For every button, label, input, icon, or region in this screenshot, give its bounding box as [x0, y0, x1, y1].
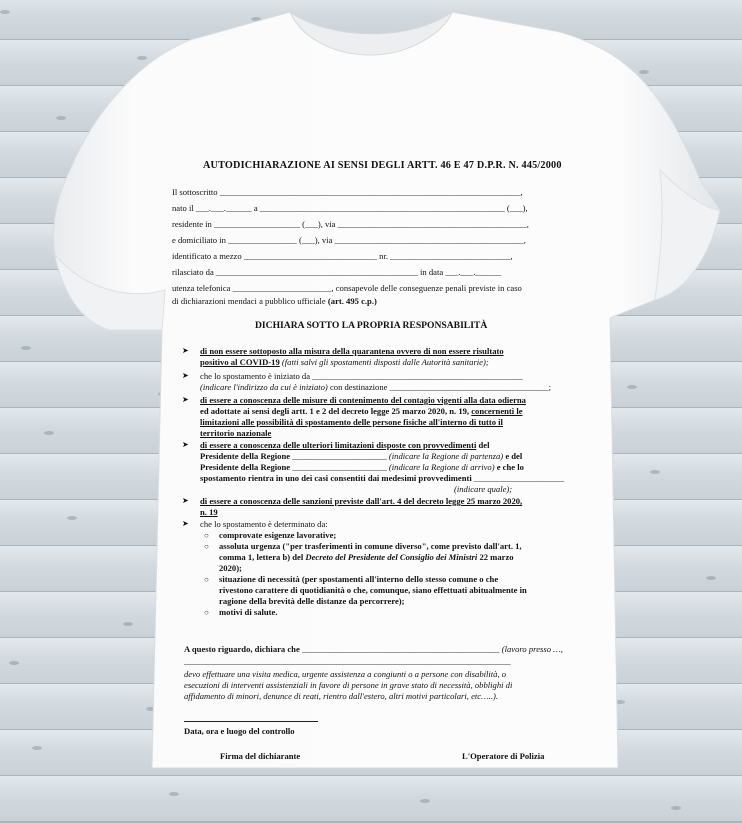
- circle-bullet-icon: ○: [204, 531, 209, 540]
- reason-work: comprovate esigenze lavorative;: [219, 530, 337, 540]
- item-quarantine-note: (fatti salvi gli spostamenti disposti dalle Autorità sanitarie);: [281, 357, 489, 367]
- item-measures-1: di essere a conoscenza delle misure di contenimento del contagio vigenti alla data odierna: [200, 395, 526, 405]
- item-sanctions-2: n. 19: [200, 507, 218, 517]
- item-regional-1-line: [200, 440, 489, 451]
- declaration-line: A questo riguardo, dichiara che ______________________________________________ (lavoro presso …,: [184, 644, 563, 654]
- bullet-arrow-icon: ➤: [182, 371, 189, 380]
- item-measures-2b: concernenti le: [471, 406, 523, 416]
- field-residence: residente in ____________________ (___), via ____________________________________________,: [172, 219, 529, 229]
- item-regional-4: spostamento rientra in uno dei casi consentiti dai medesimi provvedimenti: [200, 473, 472, 483]
- item-quarantine-1: di non essere sottoposto alla misura della quarantena ovvero di non essere risultato: [200, 346, 504, 356]
- declaration-heading: DICHIARA SOTTO LA PROPRIA RESPONSABILITÀ: [255, 320, 488, 331]
- wood-plank: [0, 776, 742, 823]
- art-495-ref: (art. 495 c.p.): [327, 296, 377, 306]
- false-statements-line: [172, 296, 377, 307]
- wood-knot: [420, 799, 430, 803]
- reason-necessity-3: ragione della brevità delle distanze da percorrere);: [219, 596, 405, 606]
- field-domicile: e domiciliato in ________________ (___), via ____________________________________________,: [172, 235, 526, 245]
- circle-bullet-icon: ○: [204, 542, 209, 551]
- footnote-2: esecuzioni di interventi assistenziali in favore di persone in grave stato di necessità, obblighi di: [184, 680, 513, 690]
- item-reason-intro: che lo spostamento è determinato da:: [200, 519, 328, 529]
- work-note: (lavoro presso …,: [501, 644, 563, 654]
- reason-urgency-2a: comma 1, lettera b) del: [219, 552, 304, 562]
- item-region-departure: (indicare la Regione di partenza): [388, 451, 504, 461]
- declaration-label: A questo riguardo, dichiara che: [184, 644, 300, 654]
- date-place-label: Data, ora e luogo del controllo: [184, 726, 295, 736]
- item-regional-1: di essere a conoscenza delle ulteriori limitazioni disposte con provvedimenti: [200, 440, 477, 450]
- form-title: AUTODICHIARAZIONE AI SENSI DEGLI ARTT. 46 E 47 D.P.R. N. 445/2000: [203, 160, 562, 171]
- date-place-rule: [184, 721, 318, 722]
- signature-officer-label: L'Operatore di Polizia: [462, 751, 545, 761]
- reason-urgency-3: 2020);: [219, 563, 242, 573]
- item-regional-2-line: Presidente della Regione ______________________ (indicare la Regione di partenza) e del: [200, 451, 523, 461]
- reason-health: motivi di salute.: [219, 607, 278, 617]
- item-regional-1b: del: [478, 440, 490, 450]
- item-region-arrival: (indicare la Regione di arrivo): [388, 462, 495, 472]
- footnote-1: devo effettuare una visita medica, urgente assistenza a congiunti o a persone con disabilità, o: [184, 669, 507, 679]
- field-identified: identificato a mezzo _______________________________ nr. ____________________________,: [172, 251, 513, 261]
- item-measures-3: limitazioni alle possibilità di spostamento delle persone fisiche all'interno di tutto il: [200, 417, 503, 427]
- item-regional-3-line: Presidente della Regione ______________________ (indicare la Regione di arrivo) e che lo: [200, 462, 524, 472]
- field-born: nato il ___.___.______ a _________________________________________________________ (___),: [172, 203, 528, 213]
- item-region-label-2: Presidente della Regione: [200, 462, 291, 472]
- bullet-arrow-icon: ➤: [182, 519, 189, 528]
- reason-urgency-1: assoluta urgenza ("per trasferimenti in comune diverso", come previsto dall'art. 1,: [219, 541, 522, 551]
- footnote-3: affidamento di minori, denunce di reati, rientro dall'estero, altri motivi particolari, etc…..).: [184, 691, 499, 701]
- reason-urgency-2c: 22 marzo: [479, 552, 514, 562]
- item-sanctions-1: di essere a conoscenza delle sanzioni previste dall'art. 4 del decreto legge 25 marzo 2020,: [200, 496, 523, 506]
- item-regional-4-line: spostamento rientra in uno dei casi consentiti dai medesimi provvedimenti _____________________: [200, 473, 565, 483]
- circle-bullet-icon: ○: [204, 608, 209, 617]
- reason-urgency-2-line: [219, 552, 514, 563]
- item-start-note: (indicare l'indirizzo da cui è iniziato): [200, 382, 328, 392]
- item-start-2: con destinazione _____________________________________;: [329, 382, 551, 392]
- false-statements-text: di dichiarazioni mendaci a pubblico ufficiale: [172, 296, 326, 306]
- bullet-arrow-icon: ➤: [182, 395, 189, 404]
- item-measures-2: ed adottate ai sensi degli artt. 1 e 2 del decreto legge 25 marzo 2020, n. 19,: [200, 406, 470, 416]
- item-measures-2-line: [200, 406, 523, 417]
- circle-bullet-icon: ○: [204, 575, 209, 584]
- reason-necessity-1b: (per spostamenti all'interno dello stesso comune o che: [301, 574, 499, 584]
- item-quarantine-2-line: [200, 357, 489, 368]
- bullet-arrow-icon: ➤: [182, 496, 189, 505]
- reason-necessity-2: rivestono carattere di quotidianità o che, comunque, siano effettuati abitualmente in: [219, 585, 527, 595]
- item-measures-4: territorio nazionale: [200, 428, 272, 438]
- wood-knot: [169, 792, 179, 796]
- signature-declarant-label: Firma del dichiarante: [220, 751, 301, 761]
- item-which-note: (indicare quale);: [454, 484, 513, 494]
- item-quarantine-2: positivo al COVID-19: [200, 357, 280, 367]
- bullet-arrow-icon: ➤: [182, 440, 189, 449]
- item-and: e del: [505, 451, 523, 461]
- reason-necessity-1: situazione di necessità: [219, 574, 300, 584]
- bullet-arrow-icon: ➤: [182, 346, 189, 355]
- wood-knot: [671, 806, 681, 810]
- reason-necessity-1-line: [219, 574, 498, 585]
- field-issued: rilasciato da _______________________________________________ in data ___.___.______: [172, 267, 502, 277]
- item-and-that: e che lo: [496, 462, 524, 472]
- item-start-2-line: [200, 382, 551, 393]
- item-start-1: che lo spostamento è iniziato da _________________________________________________: [200, 371, 523, 381]
- field-undersigned: Il sottoscritto ______________________________________________________________________,: [172, 187, 523, 197]
- item-region-label: Presidente della Regione: [200, 451, 291, 461]
- field-phone: utenza telefonica _______________________, consapevole delle conseguenze penali previste in caso: [172, 283, 522, 293]
- reason-urgency-2b: Decreto del Presidente del Consiglio dei Ministri: [305, 552, 478, 562]
